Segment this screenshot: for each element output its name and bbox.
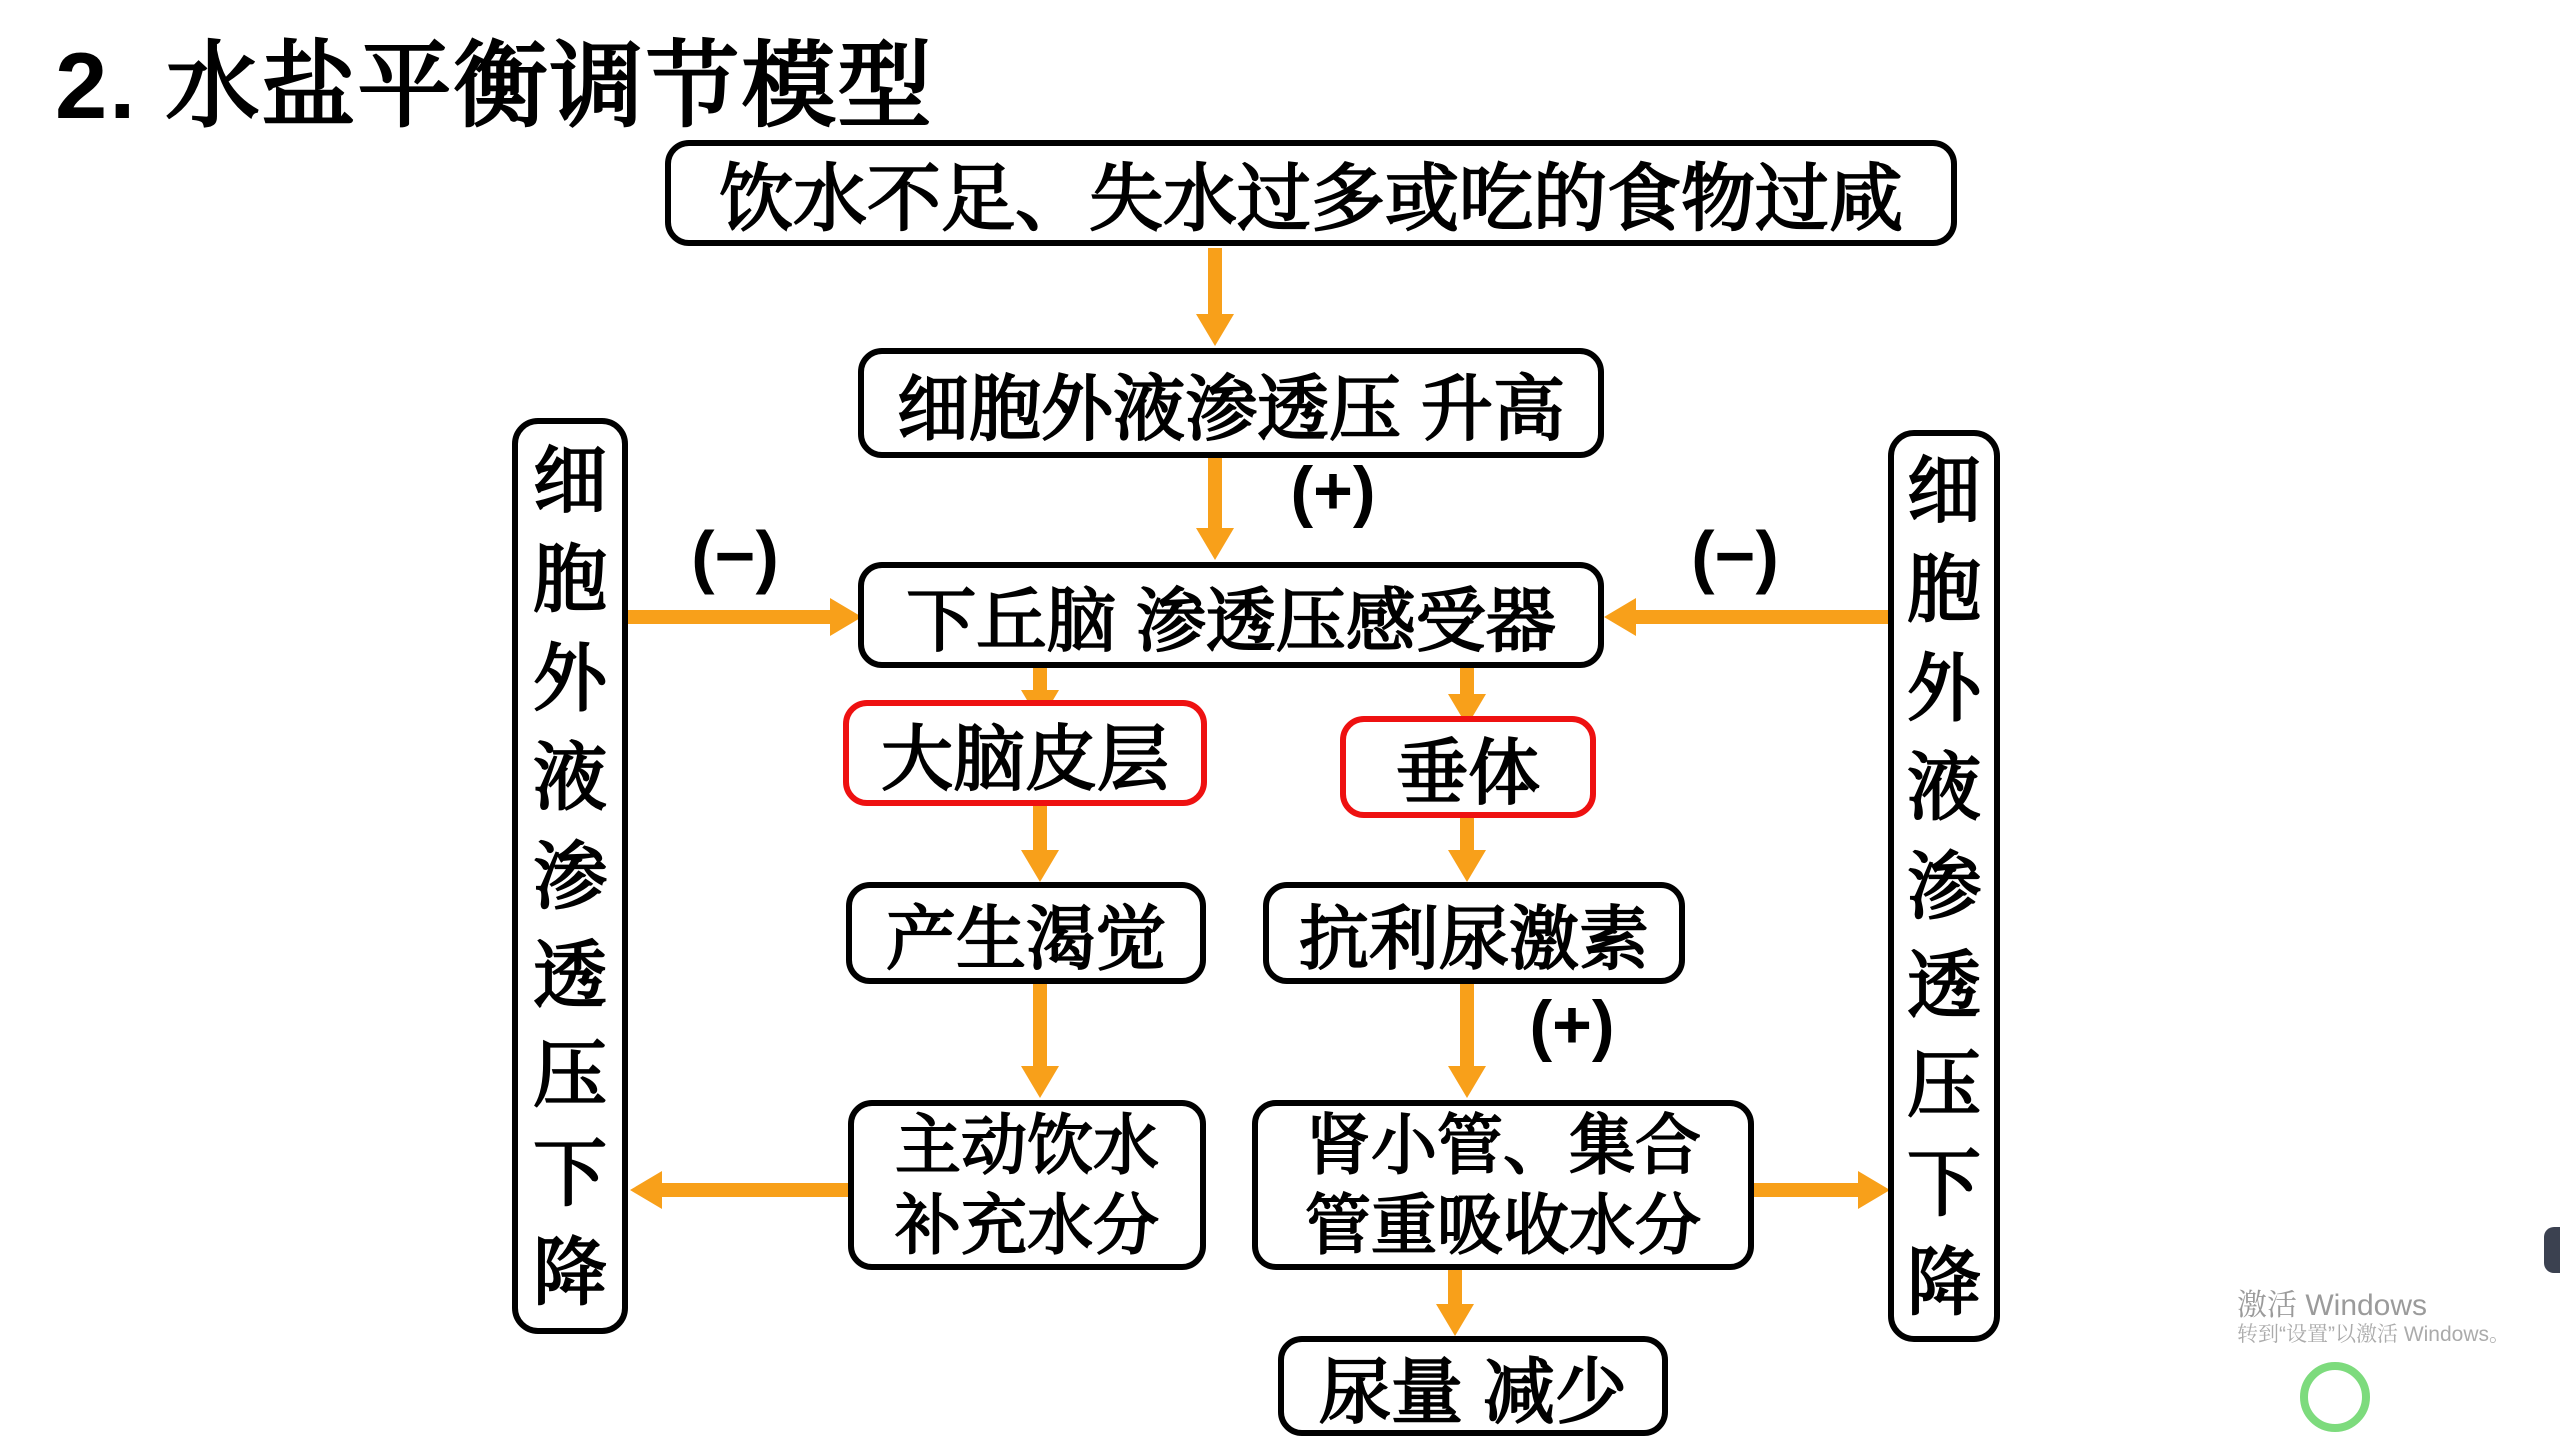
plus-label-bottom: (+) [1529, 987, 1615, 1063]
urine-box: 尿量 减少 [1278, 1336, 1668, 1436]
cerebral-cortex-box: 大脑皮层 [843, 700, 1207, 806]
arrow-rise-to-receptor-icon [1196, 456, 1234, 560]
kidney-reabsorb-line2: 管重吸收水分 [1305, 1188, 1701, 1262]
kidney-reabsorb-line1: 肾小管、集合 [1305, 1108, 1701, 1182]
plus-label-top: (+) [1290, 453, 1376, 529]
arrow-cause-to-rise-icon [1196, 248, 1234, 346]
arrow-right-feedback-to-receptor-icon [1604, 598, 1890, 636]
arrow-adh-to-kidney-icon [1448, 984, 1486, 1098]
thirst-box: 产生渴觉 [846, 882, 1206, 984]
drink-water-line2: 补充水分 [895, 1188, 1159, 1262]
osmotic-drop-left-text: 细胞外液渗透压下降 [533, 438, 607, 1314]
drink-water-line1: 主动饮水 [895, 1108, 1159, 1182]
drink-water-box [848, 1100, 1206, 1270]
arrow-kidney-to-urine-icon [1436, 1270, 1474, 1336]
osmotic-drop-left-box [512, 418, 628, 1334]
page-title: 2. 水盐平衡调节模型 [55, 33, 934, 138]
arrow-cortex-to-thirst-icon [1021, 806, 1059, 882]
kidney-reabsorb-box [1252, 1100, 1754, 1270]
arrow-kidney-to-right-drop-icon [1754, 1171, 1890, 1209]
arrow-thirst-to-drink-icon [1021, 984, 1059, 1098]
arrow-pituitary-to-adh-icon [1448, 818, 1486, 882]
activate-windows-subtext: 转到“设置”以激活 Windows。 [2237, 1323, 2511, 1346]
arrow-left-feedback-to-receptor-icon [628, 598, 862, 636]
arrow-drink-to-left-drop-icon [630, 1171, 848, 1209]
minus-label-right: (−) [1691, 517, 1779, 595]
osmotic-rise-box: 细胞外液渗透压 升高 [858, 348, 1604, 458]
annotation-circle-icon [2300, 1362, 2370, 1432]
pituitary-box: 垂体 [1340, 716, 1596, 818]
osmotic-drop-right-text: 细胞外液渗透压下降 [1907, 448, 1981, 1324]
activate-windows-text: 激活 Windows [2237, 1289, 2428, 1322]
minus-label-left: (−) [691, 517, 779, 595]
cause-box: 饮水不足、失水过多或吃的食物过咸 [665, 140, 1957, 246]
side-panel-handle[interactable] [2544, 1227, 2560, 1273]
osmotic-drop-right-box [1888, 430, 2000, 1342]
adh-box: 抗利尿激素 [1263, 882, 1685, 984]
hypothalamus-receptor-box: 下丘脑 渗透压感受器 [858, 562, 1604, 668]
